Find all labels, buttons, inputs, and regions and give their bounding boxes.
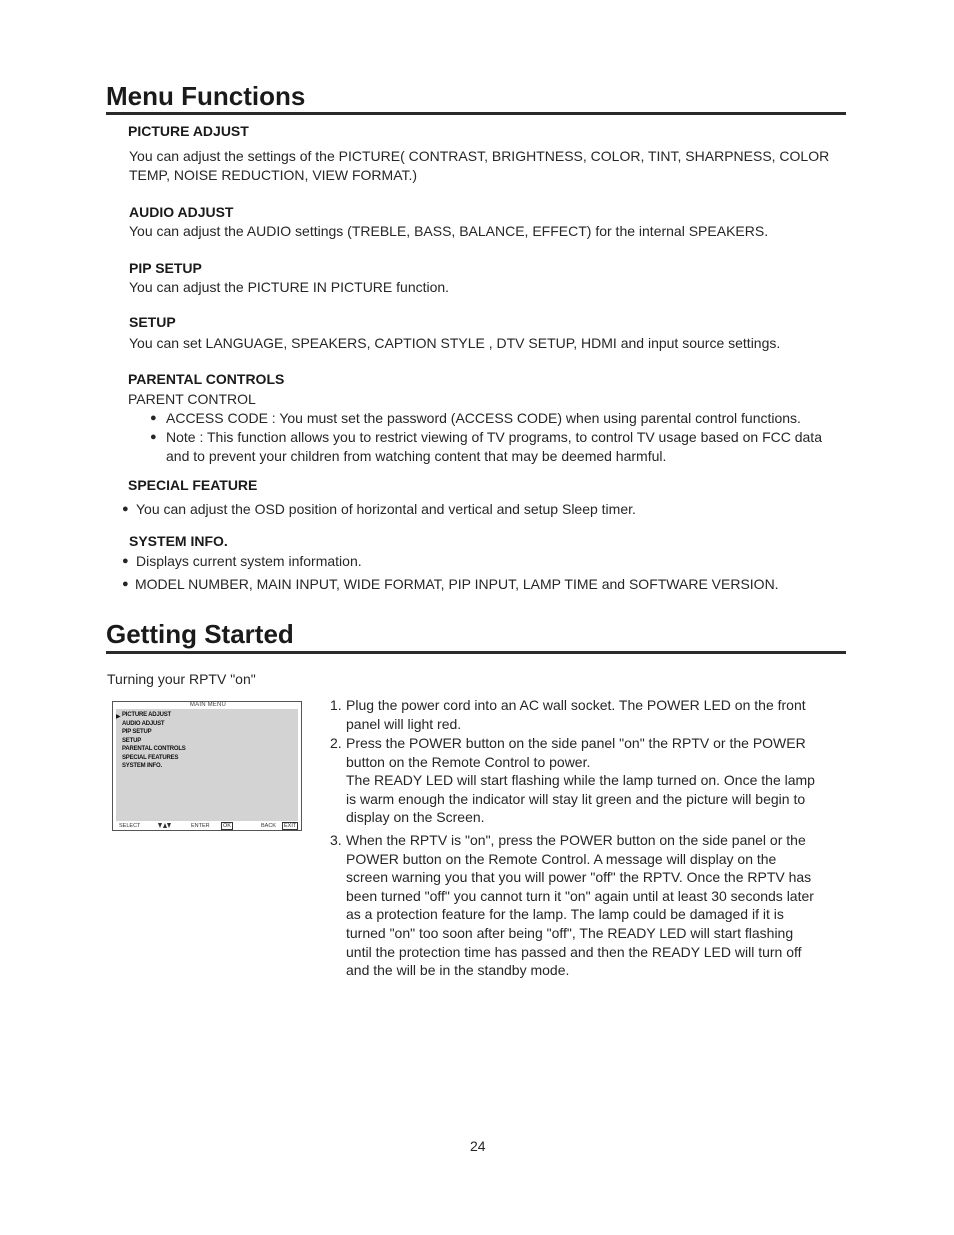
osd-enter-label: ENTER xyxy=(191,823,210,829)
list-item xyxy=(150,428,840,465)
getting-started-title: Getting Started xyxy=(106,619,294,649)
bullet-icon: ● xyxy=(122,578,129,590)
pip-setup-heading: PIP SETUP xyxy=(129,260,202,276)
bullet-text: MODEL NUMBER, MAIN INPUT, WIDE FORMAT, PIP INPUT, LAMP TIME and SOFTWARE VERSION. xyxy=(135,576,779,592)
step-text: Press the POWER button on the side panel "on" the RPTV or the POWER button on the Remote Control to power. xyxy=(346,735,806,770)
pip-setup-text: You can adjust the PICTURE IN PICTURE function. xyxy=(129,279,450,295)
picture-adjust-heading: PICTURE ADJUST xyxy=(128,123,249,139)
bullet-icon: ● xyxy=(150,431,157,443)
bullet-icon: ● xyxy=(122,503,129,515)
menu-functions-title: Menu Functions xyxy=(106,81,306,111)
step-number: 2. xyxy=(330,735,342,751)
main-menu-screen xyxy=(112,701,302,831)
bullet-text: Displays current system information. xyxy=(136,553,362,569)
section-divider xyxy=(106,112,846,115)
list-item xyxy=(122,552,842,571)
selector-arrow-icon: ▶ xyxy=(116,714,121,720)
osd-back-label: BACK xyxy=(261,823,276,829)
setup-text: You can set LANGUAGE, SPEAKERS, CAPTION STYLE , DTV SETUP, HDMI and input source settings. xyxy=(129,335,781,351)
audio-adjust-heading: AUDIO ADJUST xyxy=(129,204,234,220)
setup-heading: SETUP xyxy=(129,314,176,330)
step-text: When the RPTV is "on", press the POWER button on the side panel or the POWER button on the Remote Control. A message will display on the screen warning you that you will power "off" the RPTV. Once the RPTV has been turned "off" you cannot turn it "on" again until at least 30 seconds later as a protection feature for the lamp. The lamp could be damaged if it is turned "on" too soon after being "off", The READY LED will start flashing until the protection time has passed and then the READY LED will turn off and the will be in the standby mode. xyxy=(346,832,814,979)
bullet-text: You can adjust the OSD position of horizontal and vertical and setup Sleep timer. xyxy=(136,501,636,517)
list-item xyxy=(122,500,842,519)
osd-exit-key: EXIT xyxy=(284,823,297,829)
audio-adjust-text: You can adjust the AUDIO settings (TREBLE, BASS, BALANCE, EFFECT) for the internal SPEAKERS. xyxy=(129,223,769,239)
osd-menu-item: PARENTAL CONTROLS xyxy=(122,746,186,752)
parent-control-subheading: PARENT CONTROL xyxy=(128,391,256,407)
bullet-text: ACCESS CODE : You must set the password (ACCESS CODE) when using parental control functions. xyxy=(166,410,801,426)
list-item xyxy=(330,734,816,827)
figure-caption: Turning your RPTV "on" xyxy=(107,671,256,687)
arrow-keys-icon xyxy=(157,822,171,829)
step-text-continued: The READY LED will start flashing while the lamp turned on. Once the lamp is warm enough the indicator will stay lit green and the picture will begin to display on the Screen. xyxy=(346,772,815,826)
osd-menu-panel xyxy=(116,709,298,821)
system-info-heading: SYSTEM INFO. xyxy=(129,533,228,549)
osd-menu-item: SYSTEM INFO. xyxy=(122,763,162,769)
osd-menu-item: SETUP xyxy=(122,737,142,744)
osd-select-label: SELECT xyxy=(119,823,141,829)
picture-adjust-text: You can adjust the settings of the PICTURE( CONTRAST, BRIGHTNESS, COLOR, TINT, SHARPNESS, COLOR TEMP, NOISE REDUCTION, VIEW FORMAT.) xyxy=(129,148,830,183)
osd-menu-item: AUDIO ADJUST xyxy=(122,720,165,727)
special-feature-heading: SPECIAL FEATURE xyxy=(128,477,258,493)
step-text: Plug the power cord into an AC wall socket. The POWER LED on the front panel will light red. xyxy=(346,697,806,732)
step-number: 3. xyxy=(330,832,342,848)
osd-title: MAIN MENU xyxy=(189,702,227,708)
parental-controls-heading: PARENTAL CONTROLS xyxy=(128,371,285,387)
bullet-icon: ● xyxy=(122,555,129,567)
osd-menu-item: PIP SETUP xyxy=(122,729,152,735)
bullet-text: Note : This function allows you to restrict viewing of TV programs, to control TV usage based on FCC data and to prevent your children from watching content that may be deemed harmful. xyxy=(166,429,822,464)
bullet-icon: ● xyxy=(150,412,157,424)
list-item xyxy=(122,575,842,594)
step-number: 1. xyxy=(330,697,342,713)
osd-ok-key: OK xyxy=(223,823,231,829)
section-divider xyxy=(106,651,846,654)
page-number: 24 xyxy=(470,1138,486,1154)
list-item xyxy=(330,696,816,733)
osd-menu-item: PICTURE ADJUST xyxy=(122,712,171,718)
osd-menu-item: SPECIAL FEATURES xyxy=(122,754,179,761)
list-item xyxy=(330,831,816,980)
list-item xyxy=(150,409,840,428)
